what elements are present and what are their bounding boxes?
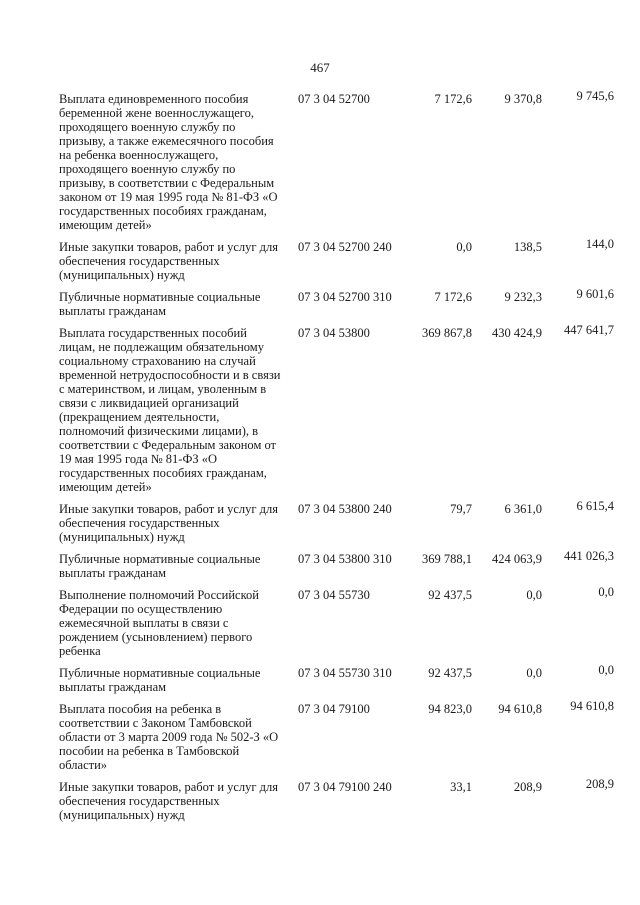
row-value-year-3: 447 641,7 [564,323,614,337]
row-value-year-1: 33,1 [450,780,472,794]
row-value-year-1: 92 437,5 [428,666,472,680]
row-value-year-3: 6 615,4 [576,499,614,513]
row-description: Иные закупки товаров, работ и услуг для обеспечения государственных (муниципальных) нужд [59,780,279,822]
row-budget-code: 07 3 04 55730 [298,588,370,602]
row-description: Иные закупки товаров, работ и услуг для обеспечения государственных (муниципальных) нужд [59,240,279,282]
row-budget-code: 07 3 04 79100 240 [298,780,392,794]
row-description: Публичные нормативные социальные выплаты гражданам [59,552,261,580]
row-value-year-2: 430 424,9 [492,326,542,340]
table-row [0,585,640,658]
row-value-year-2: 424 063,9 [492,552,542,566]
row-value-year-2: 138,5 [513,240,542,254]
row-value-year-1: 92 437,5 [428,588,472,602]
row-value-year-3: 9 601,6 [576,287,614,301]
row-description: Публичные нормативные социальные выплаты гражданам [59,666,261,694]
row-description: Выплата пособия на ребенка в соответствии с Законом Тамбовской области от 3 марта 2009 года № 502-З «О пособии на ребенка в Тамбовской области» [59,702,279,772]
row-budget-code: 07 3 04 55730 310 [298,666,392,680]
row-value-year-3: 208,9 [585,777,614,791]
table-row [0,777,640,822]
row-value-year-1: 369 788,1 [422,552,472,566]
budget-table [0,89,640,830]
row-budget-code: 07 3 04 53800 240 [298,502,392,516]
row-value-year-1: 7 172,6 [434,92,472,106]
row-description: Выплата единовременного пособия беременной жене военнослужащего, проходящего военную службу по призыву, а также ежемесячного пособия на ребенка военнослужащего, проходящего военную службу по призыву, в соответствии с Федеральным законом от 19 мая 1995 года № 81-ФЗ «О государственных пособиях гражданам, имеющим детей» [59,92,278,232]
row-budget-code: 07 3 04 52700 [298,92,370,106]
row-value-year-3: 0,0 [598,663,614,677]
row-description: Выплата государственных пособий лицам, не подлежащим обязательному социальному страхованию на случай временной нетрудоспособности и в связи с материнством, и лицам, уволенным в связи с ликвидацией организаций (прекращением деятельности, полномочий физическими лицами), в соответствии с Федеральным законом от 19 мая 1995 года № 81-ФЗ «О государственных пособиях гражданам, имеющим детей» [59,326,281,494]
row-budget-code: 07 3 04 53800 310 [298,552,392,566]
row-value-year-1: 0,0 [456,240,472,254]
table-row [0,499,640,544]
row-value-year-2: 9 232,3 [504,290,542,304]
table-row [0,323,640,494]
table-row [0,287,640,318]
row-value-year-3: 441 026,3 [564,549,614,563]
table-row [0,663,640,694]
row-value-year-2: 9 370,8 [504,92,542,106]
row-value-year-3: 94 610,8 [570,699,614,713]
row-description: Иные закупки товаров, работ и услуг для обеспечения государственных (муниципальных) нужд [59,502,279,544]
row-value-year-2: 94 610,8 [498,702,542,716]
row-value-year-1: 79,7 [450,502,472,516]
row-value-year-1: 369 867,8 [422,326,472,340]
row-budget-code: 07 3 04 52700 310 [298,290,392,304]
table-row [0,549,640,580]
row-budget-code: 07 3 04 52700 240 [298,240,392,254]
row-value-year-2: 208,9 [513,780,542,794]
table-row [0,89,640,232]
row-value-year-2: 6 361,0 [504,502,542,516]
row-description: Выполнение полномочий Российской Федерации по осуществлению ежемесячной выплаты в связи с рождением (усыновлением) первого ребенка [59,588,259,658]
row-budget-code: 07 3 04 79100 [298,702,370,716]
row-value-year-3: 9 745,6 [576,89,614,103]
table-row [0,237,640,282]
row-value-year-2: 0,0 [526,588,542,602]
row-budget-code: 07 3 04 53800 [298,326,370,340]
row-description: Публичные нормативные социальные выплаты гражданам [59,290,261,318]
row-value-year-2: 0,0 [526,666,542,680]
row-value-year-1: 94 823,0 [428,702,472,716]
row-value-year-3: 144,0 [585,237,614,251]
row-value-year-1: 7 172,6 [434,290,472,304]
table-row [0,699,640,772]
row-value-year-3: 0,0 [598,585,614,599]
page-number: 467 [310,60,330,75]
